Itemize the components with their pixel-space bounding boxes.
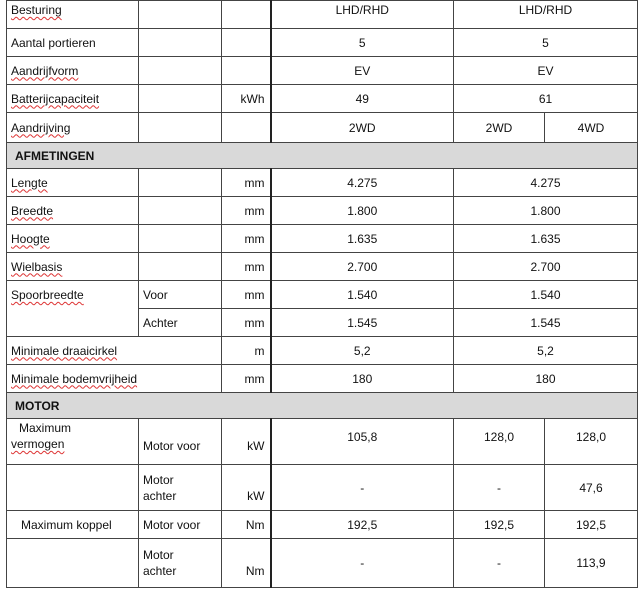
label-bodemvrijheid: Minimale bodemvrijheid bbox=[7, 365, 222, 393]
unit-draaicirkel: m bbox=[222, 337, 271, 365]
sublabel-spoorbreedte-voor: Voor bbox=[139, 281, 222, 309]
unit-koppel-achter: Nm bbox=[222, 539, 271, 588]
value-batterij-1: 49 bbox=[271, 85, 454, 113]
value-vermogen-achter-2wd: - bbox=[454, 465, 545, 511]
value-aandrijfvorm-1: EV bbox=[271, 57, 454, 85]
value-koppel-achter-2wd: - bbox=[454, 539, 545, 588]
value-koppel-voor-1: 192,5 bbox=[271, 511, 454, 539]
row-hoogte bbox=[7, 225, 638, 253]
sublabel-vermogen-voor: Motor voor bbox=[139, 419, 222, 465]
value-vermogen-achter-4wd: 47,6 bbox=[545, 465, 638, 511]
label-hoogte: Hoogte bbox=[7, 225, 139, 253]
label-besturing: Besturing bbox=[7, 1, 139, 29]
row-lengte bbox=[7, 169, 638, 197]
specifications-table bbox=[6, 0, 638, 588]
value-draaicirkel-2: 5,2 bbox=[454, 337, 638, 365]
row-besturing bbox=[7, 1, 638, 29]
value-wielbasis-1: 2.700 bbox=[271, 253, 454, 281]
unit-breedte: mm bbox=[222, 197, 271, 225]
row-vermogen-achter bbox=[7, 465, 638, 511]
value-bodemvrijheid-2: 180 bbox=[454, 365, 638, 393]
value-spoorbreedte-voor-1: 1.540 bbox=[271, 281, 454, 309]
unit-vermogen-voor: kW bbox=[222, 419, 271, 465]
value-breedte-2: 1.800 bbox=[454, 197, 638, 225]
value-draaicirkel-1: 5,2 bbox=[271, 337, 454, 365]
label-aandrijving: Aandrijving bbox=[7, 113, 139, 143]
sublabel-koppel-achter: Motor achter bbox=[139, 539, 222, 588]
value-hoogte-1: 1.635 bbox=[271, 225, 454, 253]
unit-wielbasis: mm bbox=[222, 253, 271, 281]
label-spoorbreedte: Spoorbreedte bbox=[7, 281, 139, 337]
unit-spoorbreedte-voor: mm bbox=[222, 281, 271, 309]
value-hoogte-2: 1.635 bbox=[454, 225, 638, 253]
row-spoorbreedte-voor bbox=[7, 281, 638, 309]
row-aandrijfvorm bbox=[7, 57, 638, 85]
row-koppel-achter bbox=[7, 539, 638, 588]
row-wielbasis bbox=[7, 253, 638, 281]
unit-koppel-voor: Nm bbox=[222, 511, 271, 539]
unit-hoogte: mm bbox=[222, 225, 271, 253]
row-koppel-voor bbox=[7, 511, 638, 539]
label-lengte: Lengte bbox=[7, 169, 139, 197]
value-besturing-1: LHD/RHD bbox=[271, 1, 454, 29]
sublabel-koppel-voor: Motor voor bbox=[139, 511, 222, 539]
value-vermogen-voor-2wd: 128,0 bbox=[454, 419, 545, 465]
unit-lengte: mm bbox=[222, 169, 271, 197]
value-bodemvrijheid-1: 180 bbox=[271, 365, 454, 393]
unit-vermogen-achter: kW bbox=[222, 465, 271, 511]
value-aandrijving-2wd: 2WD bbox=[454, 113, 545, 143]
value-lengte-1: 4.275 bbox=[271, 169, 454, 197]
row-aandrijving bbox=[7, 113, 638, 143]
section-title-afmetingen: AFMETINGEN bbox=[7, 143, 638, 169]
row-draaicirkel bbox=[7, 337, 638, 365]
label-aandrijfvorm: Aandrijfvorm bbox=[7, 57, 139, 85]
value-lengte-2: 4.275 bbox=[454, 169, 638, 197]
value-vermogen-achter-1: - bbox=[271, 465, 454, 511]
row-breedte bbox=[7, 197, 638, 225]
value-vermogen-voor-1: 105,8 bbox=[271, 419, 454, 465]
value-koppel-voor-4wd: 192,5 bbox=[545, 511, 638, 539]
row-bodemvrijheid bbox=[7, 365, 638, 393]
section-title-motor: MOTOR bbox=[7, 393, 638, 419]
label-breedte: Breedte bbox=[7, 197, 139, 225]
value-portieren-2: 5 bbox=[454, 29, 638, 57]
value-spoorbreedte-voor-2: 1.540 bbox=[454, 281, 638, 309]
value-aandrijving-1: 2WD bbox=[271, 113, 454, 143]
section-afmetingen bbox=[7, 143, 638, 169]
row-batterij bbox=[7, 85, 638, 113]
label-draaicirkel: Minimale draaicirkel bbox=[7, 337, 222, 365]
value-wielbasis-2: 2.700 bbox=[454, 253, 638, 281]
value-koppel-achter-4wd: 113,9 bbox=[545, 539, 638, 588]
unit-spoorbreedte-achter: mm bbox=[222, 309, 271, 337]
label-portieren: Aantal portieren bbox=[7, 29, 139, 57]
label-batterij: Batterijcapaciteit bbox=[7, 85, 139, 113]
value-koppel-voor-2wd: 192,5 bbox=[454, 511, 545, 539]
section-motor bbox=[7, 393, 638, 419]
value-batterij-2: 61 bbox=[454, 85, 638, 113]
row-vermogen-voor bbox=[7, 419, 638, 465]
value-spoorbreedte-achter-2: 1.545 bbox=[454, 309, 638, 337]
unit-batterij: kWh bbox=[222, 85, 271, 113]
value-vermogen-voor-4wd: 128,0 bbox=[545, 419, 638, 465]
value-breedte-1: 1.800 bbox=[271, 197, 454, 225]
label-wielbasis: Wielbasis bbox=[7, 253, 139, 281]
value-aandrijfvorm-2: EV bbox=[454, 57, 638, 85]
value-besturing-2: LHD/RHD bbox=[454, 1, 638, 29]
label-vermogen: Maximum vermogen bbox=[7, 419, 139, 465]
value-koppel-achter-1: - bbox=[271, 539, 454, 588]
value-portieren-1: 5 bbox=[271, 29, 454, 57]
unit-bodemvrijheid: mm bbox=[222, 365, 271, 393]
value-spoorbreedte-achter-1: 1.545 bbox=[271, 309, 454, 337]
sublabel-spoorbreedte-achter: Achter bbox=[139, 309, 222, 337]
label-koppel: Maximum koppel bbox=[7, 511, 139, 539]
value-aandrijving-4wd: 4WD bbox=[545, 113, 638, 143]
sublabel-vermogen-achter: Motor achter bbox=[139, 465, 222, 511]
row-portieren bbox=[7, 29, 638, 57]
